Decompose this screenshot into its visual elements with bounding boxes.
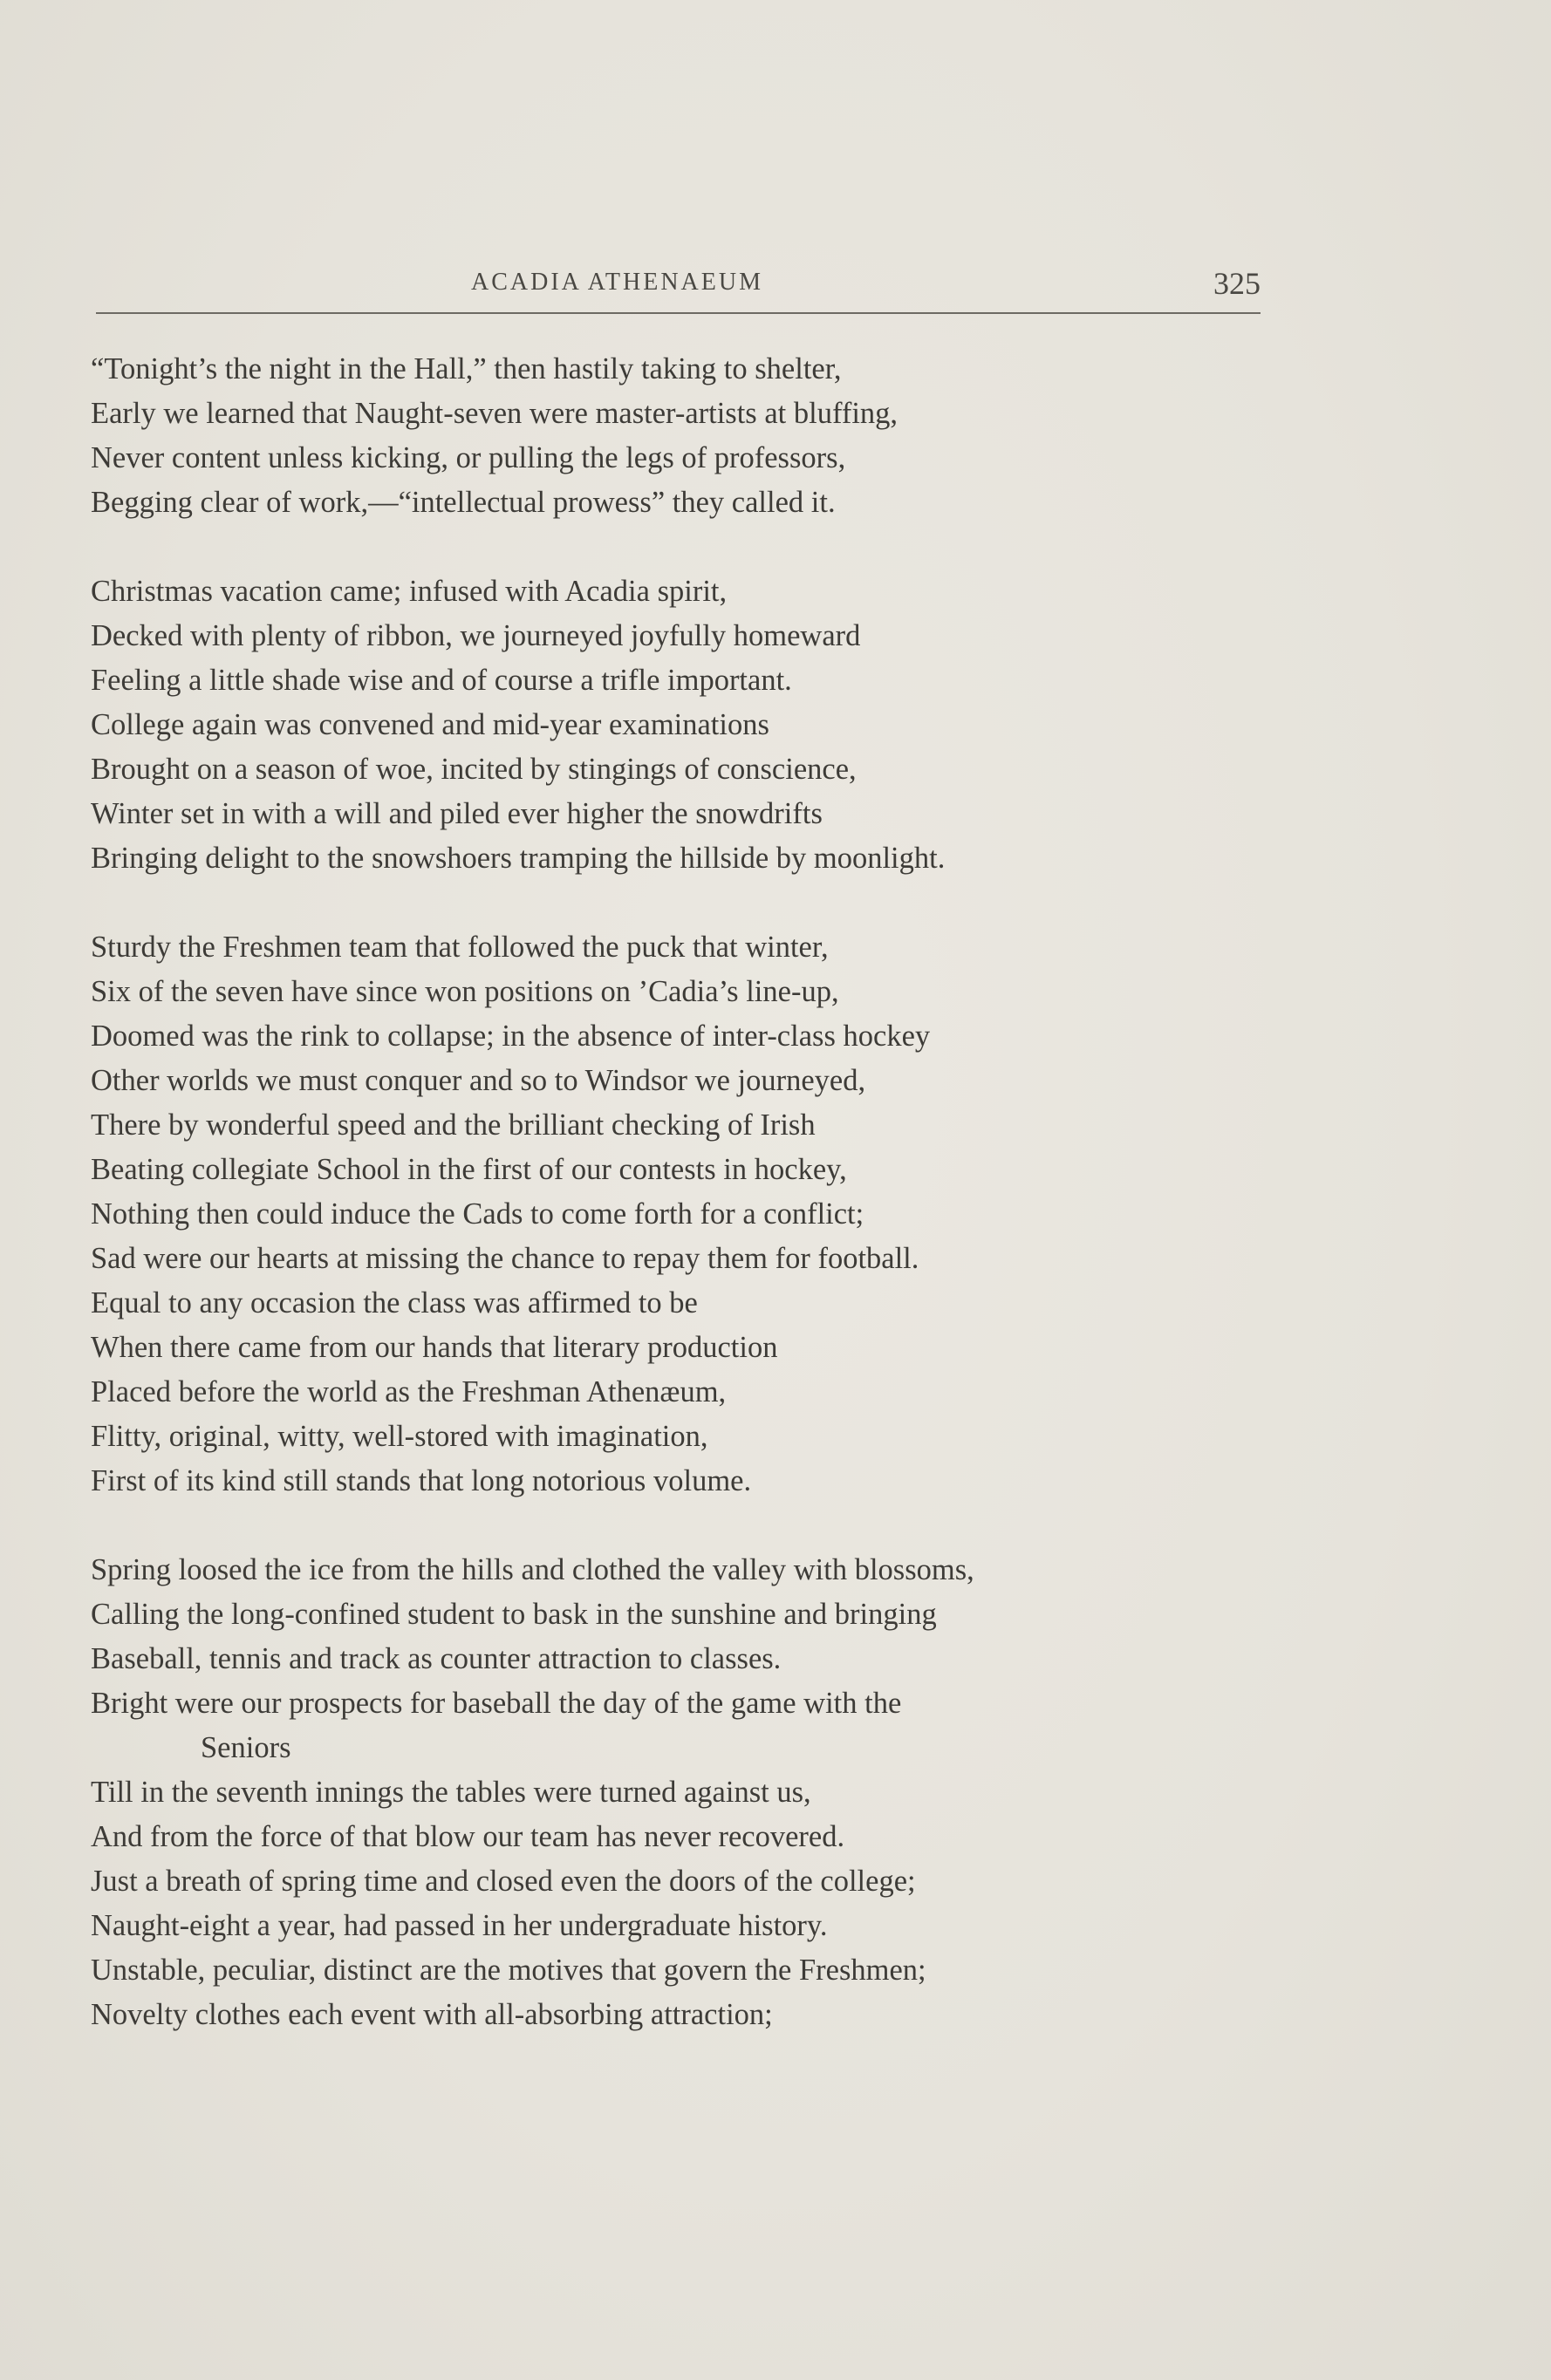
running-header bbox=[96, 265, 1261, 317]
poem-line: Novelty clothes each event with all-absorbing attraction; bbox=[91, 1998, 773, 2031]
stanza bbox=[91, 569, 1312, 881]
poem-line: Spring loosed the ice from the hills and clothed the valley with blossoms, bbox=[91, 1553, 974, 1586]
poem-line: Feeling a little shade wise and of course a trifle important. bbox=[91, 664, 792, 697]
poem-line: There by wonderful speed and the brilliant checking of Irish bbox=[91, 1108, 816, 1142]
poem-line: Six of the seven have since won positions on ’Cadia’s line-up, bbox=[91, 975, 839, 1008]
poem-line: Till in the seventh innings the tables were turned against us, bbox=[91, 1776, 811, 1809]
poem-line: Baseball, tennis and track as counter attraction to classes. bbox=[91, 1642, 782, 1675]
poem-line: Bringing delight to the snowshoers tramping the hillside by moonlight. bbox=[91, 842, 946, 875]
poem-line: Calling the long-confined student to bask in the sunshine and bringing bbox=[91, 1598, 937, 1631]
poem-line: Nothing then could induce the Cads to come forth for a conflict; bbox=[91, 1197, 864, 1231]
poem-line: Doomed was the rink to collapse; in the absence of inter-class hockey bbox=[91, 1020, 931, 1053]
running-title: ACADIA ATHENAEUM bbox=[471, 269, 763, 296]
poem-line: College again was convened and mid-year examinations bbox=[91, 708, 769, 741]
poem-line: Early we learned that Naught-seven were master-artists at bluffing, bbox=[91, 397, 898, 430]
poem-line: Other worlds we must conquer and so to Windsor we journeyed, bbox=[91, 1064, 866, 1097]
poem-line: Bright were our prospects for baseball the day of the game with the bbox=[91, 1687, 902, 1720]
poem-line: Sad were our hearts at missing the chance to repay them for football. bbox=[91, 1242, 919, 1275]
poem-line: Seniors bbox=[201, 1731, 291, 1764]
poem-line: Sturdy the Freshmen team that followed the puck that winter, bbox=[91, 931, 829, 964]
poem-line: Beating collegiate School in the first of our contests in hockey, bbox=[91, 1153, 847, 1186]
poem-line: Just a breath of spring time and closed even the doors of the college; bbox=[91, 1865, 916, 1898]
stanza bbox=[91, 1548, 1312, 2037]
poem-line: Decked with plenty of ribbon, we journeyed joyfully homeward bbox=[91, 619, 861, 652]
page-number: 325 bbox=[1213, 266, 1261, 301]
poem-line: Equal to any occasion the class was affirmed to be bbox=[91, 1286, 698, 1320]
poem-body bbox=[91, 347, 1312, 2082]
poem-line: First of its kind still stands that long notorious volume. bbox=[91, 1464, 752, 1497]
poem-line: Brought on a season of woe, incited by stingings of conscience, bbox=[91, 753, 857, 786]
stanza bbox=[91, 925, 1312, 1504]
poem-line: “Tonight’s the night in the Hall,” then hastily taking to shelter, bbox=[91, 352, 842, 385]
stanza bbox=[91, 347, 1312, 525]
poem-line: And from the force of that blow our team has never recovered. bbox=[91, 1820, 845, 1853]
poem-line: Unstable, peculiar, distinct are the motives that govern the Freshmen; bbox=[91, 1954, 926, 1987]
poem-line: Begging clear of work,—“intellectual prowess” they called it. bbox=[91, 486, 836, 519]
poem-line: Winter set in with a will and piled ever higher the snowdrifts bbox=[91, 797, 823, 830]
header-rule bbox=[96, 312, 1261, 314]
poem-line: When there came from our hands that literary production bbox=[91, 1331, 778, 1364]
poem-line: Flitty, original, witty, well-stored with imagination, bbox=[91, 1420, 708, 1453]
poem-line: Christmas vacation came; infused with Acadia spirit, bbox=[91, 575, 728, 608]
poem-line: Naught-eight a year, had passed in her undergraduate history. bbox=[91, 1909, 828, 1942]
poem-line: Placed before the world as the Freshman Athenæum, bbox=[91, 1375, 727, 1408]
poem-line: Never content unless kicking, or pulling the legs of professors, bbox=[91, 441, 846, 474]
